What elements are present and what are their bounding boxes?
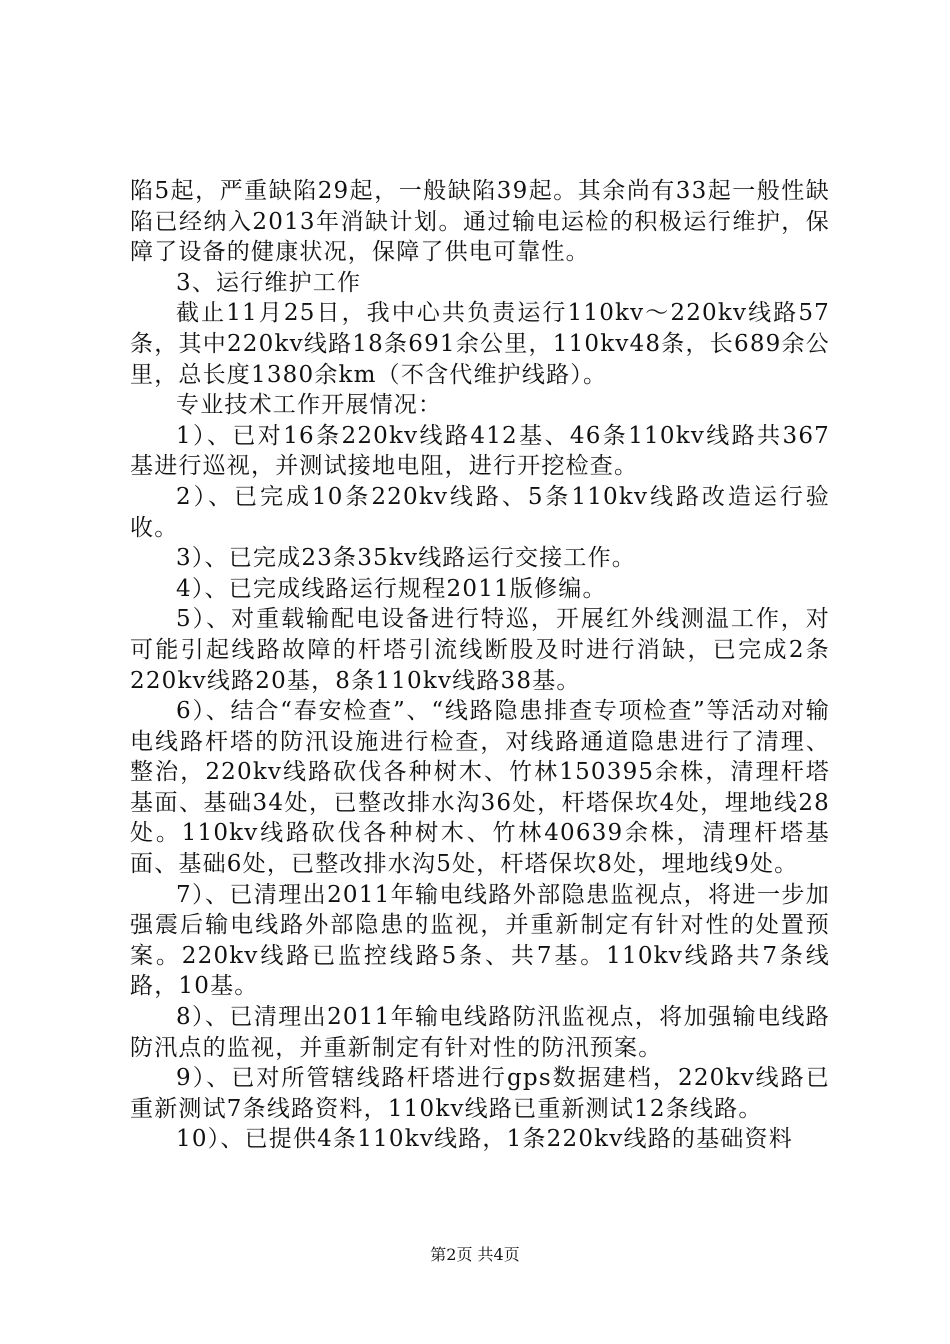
list-item-9: 9）、已对所管辖线路杆塔进行gps数据建档，220kv线路已重新测试7条线路资料，110kv线路已重新测试12条线路。 [130, 1065, 830, 1122]
paragraph-line-summary: 截止11月25日，我中心共负责运行110kv～220kv线路57条，其中220kv线路18条691余公里，110kv48条，长689余公里，总长度1380余km（不含代维护线路）。 [130, 300, 830, 388]
list-item-1: 1）、已对16条220kv线路412基、46条110kv线路共367基进行巡视，并测试接地电阻，进行开挖检查。 [130, 422, 830, 480]
list-item-10: 10）、已提供4条110kv线路，1条220kv线路的基础资料 [176, 1126, 793, 1153]
list-item-7: 7）、已清理出2011年输电线路外部隐患监视点，将进一步加强震后输电线路外部隐患的监视，并重新制定有针对性的处置预案。220kv线路已监控线路5条、共7基。110kv线路共7条线路，10基。 [130, 881, 830, 1000]
list-item-5: 5）、对重载输配电设备进行特巡，开展红外线测温工作，对可能引起线路故障的杆塔引流线断股及时进行消缺，已完成2条220kv线路20基，8条110kv线路38基。 [130, 606, 830, 694]
paragraph-continued: 陷5起，严重缺陷29起，一般缺陷39起。其余尚有33起一般性缺陷已经纳入2013年消缺计划。通过输电运检的积极运行维护，保障了设备的健康状况，保障了供电可靠性。 [130, 178, 830, 266]
list-item-8: 8）、已清理出2011年输电线路防汛监视点，将加强输电线路防汛点的监视，并重新制定有针对性的防汛预案。 [130, 1004, 830, 1061]
paragraph-tech-intro: 专业技术工作开展情况： [176, 392, 443, 419]
document-body [130, 176, 830, 1155]
list-item-6: 6）、结合“春安检查”、“线路隐患排查专项检查”等活动对输电线路杆塔的防汛设施进行检查，对线路通道隐患进行了清理、整治，220kv线路砍伐各种树木、竹林150395余株，清理杆塔基面、基础34处，已整改排水沟36处，杆塔保坎4处，埋地线28处。110kv线路砍伐各种树木、竹林40639余株，清理杆塔基面、基础6处，已整改排水沟5处，杆塔保坎8处，埋地线9处。 [130, 698, 830, 878]
page-footer: 第2页 共4页 [430, 1245, 520, 1264]
section-heading-operation: 3、运行维护工作 [176, 269, 362, 296]
list-item-4: 4）、已完成线路运行规程2011版修编。 [176, 575, 607, 602]
list-item-2: 2）、已完成10条220kv线路、5条110kv线路改造运行验收。 [130, 483, 830, 541]
list-item-3: 3）、已完成23条35kv线路运行交接工作。 [176, 545, 636, 572]
